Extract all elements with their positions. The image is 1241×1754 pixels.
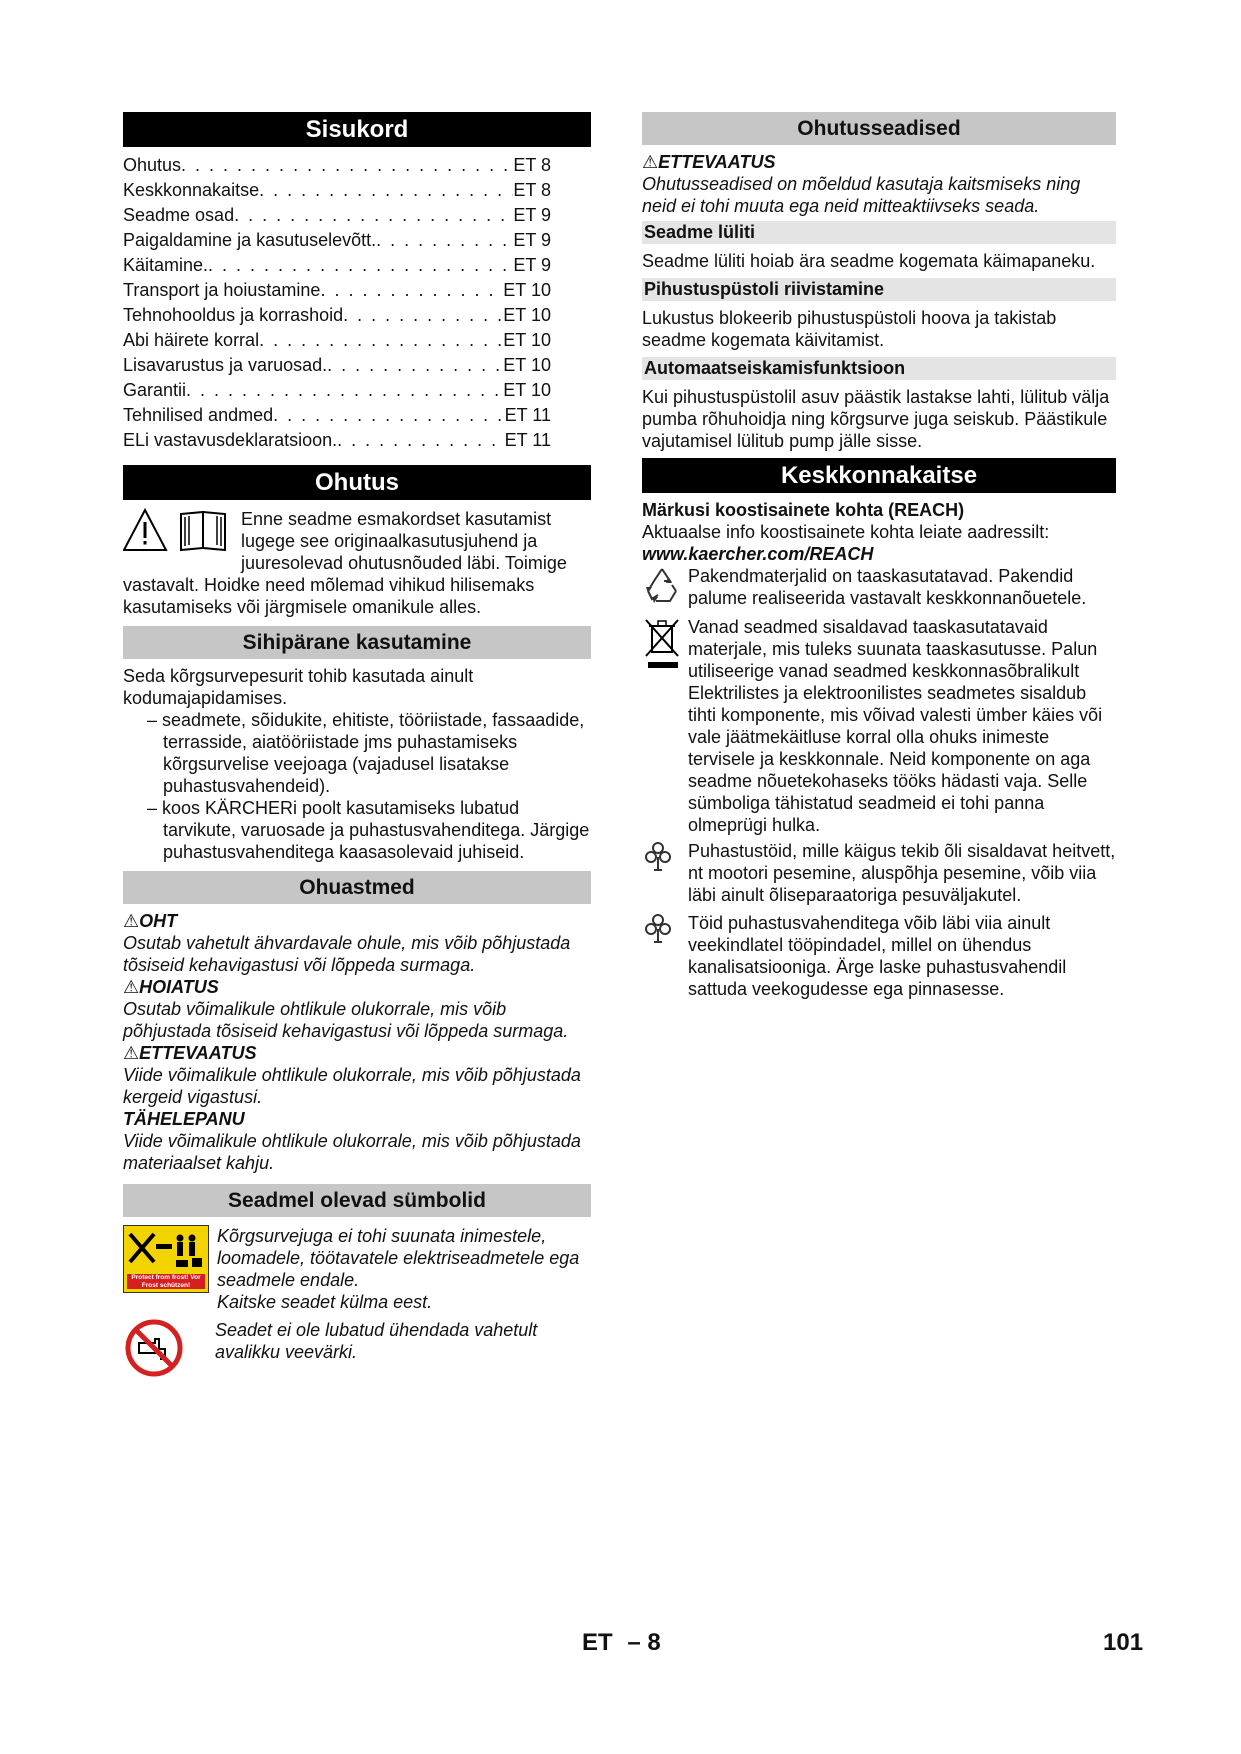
toc-item-ref: ET 11 [504,405,551,425]
toc-item-title: Tehnilised andmed [123,405,274,425]
toc-item-ref: ET 8 [513,180,551,200]
toc-list [123,153,591,453]
toc-item-title: Ohutus [123,155,182,175]
frost-warning-label: Protect from frost! Vor Frost schützen! [127,1274,205,1289]
sihiparane-text: Seda kõrgsurvepesurit tohib kasutada ainult kodumajapidamises. [123,666,474,708]
env-row [642,840,1116,906]
weee-bin-icon [642,616,688,677]
lock-text: Lukustus blokeerib pihustuspüstoli hoova ja takistab seadme kogemata käivitamist. [642,308,1057,350]
hazard-label: ⚠ETTEVAATUS [123,1043,257,1063]
environment-icon [642,912,688,949]
left-column [123,112,591,1382]
symbol-text: Seadet ei ole lubatud ühendada vahetult avalikku veevärki. [215,1320,538,1362]
environment-icon [642,840,688,877]
toc-item-title: Abi häirete korral [123,330,260,350]
switch-text: Seadme lüliti hoiab ära seadme kogemata käimapaneku. [642,251,1096,271]
symbolid-heading: Seadmel olevad sümbolid [123,1184,591,1217]
lock-heading: Pihustuspüstoli riivistamine [642,278,1116,301]
toc-item[interactable] [123,328,591,353]
sihiparane-heading: Sihipärane kasutamine [123,626,591,659]
recycle-text: Pakendmaterjalid on taaskasutatavad. Pakendid palume realiseerida vastavalt keskkonnanõuetele. [688,566,1087,608]
keskkonnakaitse-heading: Keskkonnakaitse [642,458,1116,493]
weee-text: Vanad seadmed sisaldavad taaskasutatavaid materjale, mis tuleks suunata taaskasutusse. Palun utiliseerige vanad seadmed keskkonnasõbralikult Elektrilistes ja elektroonilistes seadmetes sisaldub tihti komponente, mis võivad valesti ümber käies või vale jäätmekäitluse korral olla ohuks inimeste tervisele ja keskkonnale. Neid komponente on aga seadme nõuetekohaseks tööks hädasti vaja. Selle sümboliga tähistatud seadmeid ei tohi panna olmeprügi hulka. [688,617,1103,835]
hazard-text: Viide võimalikule ohtlikule olukorrale, mis võib põhjustada materiaalset kahju. [123,1131,581,1173]
toc-item-title: Tehnohooldus ja korrashoid [123,305,344,325]
toc-item-ref: ET 10 [503,330,551,350]
hazard-label: ⚠OHT [123,911,178,931]
hazard-text: Viide võimalikule ohtlikule olukorrale, mis võib põhjustada kergeid vigastusi. [123,1065,581,1107]
warning-manual-icons [123,508,231,557]
env-row [642,912,1116,1000]
toc-item-ref: ET 9 [513,255,551,275]
manual-book-icon [181,512,225,550]
symbol-text: Kõrgsurvejuga ei tohi suunata inimestele, loomadele, töötavatele elektriseadmetele ega seadmele endale. [217,1226,580,1290]
toc-item[interactable] [123,403,591,428]
hazard-label: TÄHELEPANU [123,1109,245,1129]
toc-item-title: Garantii [123,380,187,400]
recycle-icon [642,565,688,610]
reach-text: Aktuaalse info koostisainete kohta leiate aadressilt: [642,522,1050,542]
toc-item[interactable] [123,253,591,278]
toc-item[interactable] [123,178,591,203]
hazard-text: Osutab vahetult ähvardavale ohule, mis võib põhjustada tõsiseid kehavigastusi või lõppeda surmaga. [123,933,571,975]
toc-item-title: Lisavarustus ja varuosad. [123,355,328,375]
toc-item-title: Paigaldamine ja kasutuselevõtt. [123,230,377,250]
toc-item[interactable] [123,153,591,178]
toc-heading: Sisukord [123,112,591,147]
toc-item[interactable] [123,203,591,228]
toc-item-title: Käitamine. [123,255,209,275]
sihiparane-item: – koos KÄRCHERi poolt kasutamiseks lubatud tarvikute, varuosade ja puhastusvahenditega. Järgige puhastusvahenditega kaasasolevaid juhiseid. [147,798,590,862]
caution-text: Ohutusseadised on mõeldud kasutaja kaitsmiseks ning neid ei tohi muuta ega neid mitteaktiivseks seada. [642,174,1081,216]
hazard-text: Osutab võimalikule ohtlikule olukorrale, mis võib põhjustada tõsiseid kehavigastusi või lõppeda surmaga. [123,999,569,1041]
symbol-desc [217,1225,591,1313]
toc-item-ref: ET 10 [503,280,551,300]
ohutus-heading: Ohutus [123,465,591,500]
right-column [642,112,1116,1000]
ohutusseadised-heading: Ohutusseadised [642,112,1116,145]
no-spray-pictogram-icon [124,1226,208,1272]
toc-item-ref: ET 11 [504,430,551,450]
toc-item-title: ELi vastavusdeklaratsioon. [123,430,338,450]
toc-item-title: Keskkonnakaitse [123,180,260,200]
water-text: Töid puhastusvahenditega võib läbi viia ainult veekindlatel tööpindadel, millel on ühendus kanalisatsiooniga. Ärge laske puhastusvahendil sattuda veekogudesse ega pinnasesse. [688,913,1067,999]
toc-item-ref: ET 10 [503,305,551,325]
footer-lang [582,1629,661,1657]
ohuastmed-list [123,910,591,1174]
sihiparane-item: – seadmete, sõidukite, ehitiste, tööriistade, fassaadide, terrasside, aiatööriistade jms puhastamiseks kõrgsurvelise veejoaga (vajadusel lisatakse puhastusvahendeid). [147,710,585,796]
toc-item-ref: ET 9 [513,230,551,250]
reach-url[interactable]: www.kaercher.com/REACH [642,544,874,564]
toc-item[interactable] [123,278,591,303]
hazard-label: ⚠HOIATUS [123,977,219,997]
auto-stop-text: Kui pihustuspüstolil asuv päästik lastakse lahti, lülitub välja pumba rõhuhoidja ning kõrgsurve juga seiskub. Päästikule vajutamisel lülitub pump jälle sisse. [642,387,1110,451]
toc-item[interactable] [123,303,591,328]
switch-heading: Seadme lüliti [642,221,1116,244]
symbol-text: Kaitske seadet külma eest. [217,1292,433,1312]
ohutus-intro-text: Enne seadme esmakordset kasutamist lugege see originaalkasutusjuhend ja juuresolevad ohutusnõuded läbi. Toimige vastavalt. Hoidke need mõlemad vihikud hilisemaks kasutamiseks või järgmisele omanikule alles. [123,509,567,617]
toc-item-title: Transport ja hoiustamine [123,280,321,300]
toc-item[interactable] [123,378,591,403]
toc-item-ref: ET 9 [513,205,551,225]
no-spray-frost-icon [123,1225,209,1293]
caution-label: ⚠ETTEVAATUS [642,152,776,172]
warning-triangle-icon [123,508,231,552]
env-row [642,565,1116,610]
no-mains-water-icon [123,1319,207,1382]
reach-heading: Märkusi koostisainete kohta (REACH) [642,500,965,520]
page-number: 101 [1103,1629,1144,1656]
toc-item-ref: ET 10 [503,355,551,375]
ohutus-intro [123,508,591,618]
env-row [642,616,1116,836]
oil-text: Puhastustöid, mille käigus tekib õli sisaldavat heitvett, nt mootori pesemine, aluspõhja pesemine, võib viia läbi ainult õliseparaatoriga pesuväljakutel. [688,841,1116,905]
footer-lang-code: ET [582,1629,613,1656]
ohuastmed-heading: Ohuastmed [123,871,591,904]
toc-item[interactable] [123,228,591,253]
symbol-row [123,1319,591,1382]
footer-local-page: – 8 [627,1629,661,1656]
auto-stop-heading: Automaatseiskamisfunktsioon [642,357,1116,380]
toc-item-ref: ET 8 [513,155,551,175]
toc-item-ref: ET 10 [503,380,551,400]
symbol-row [123,1225,591,1313]
toc-item[interactable] [123,428,591,453]
toc-item-title: Seadme osad [123,205,235,225]
toc-item[interactable] [123,353,591,378]
